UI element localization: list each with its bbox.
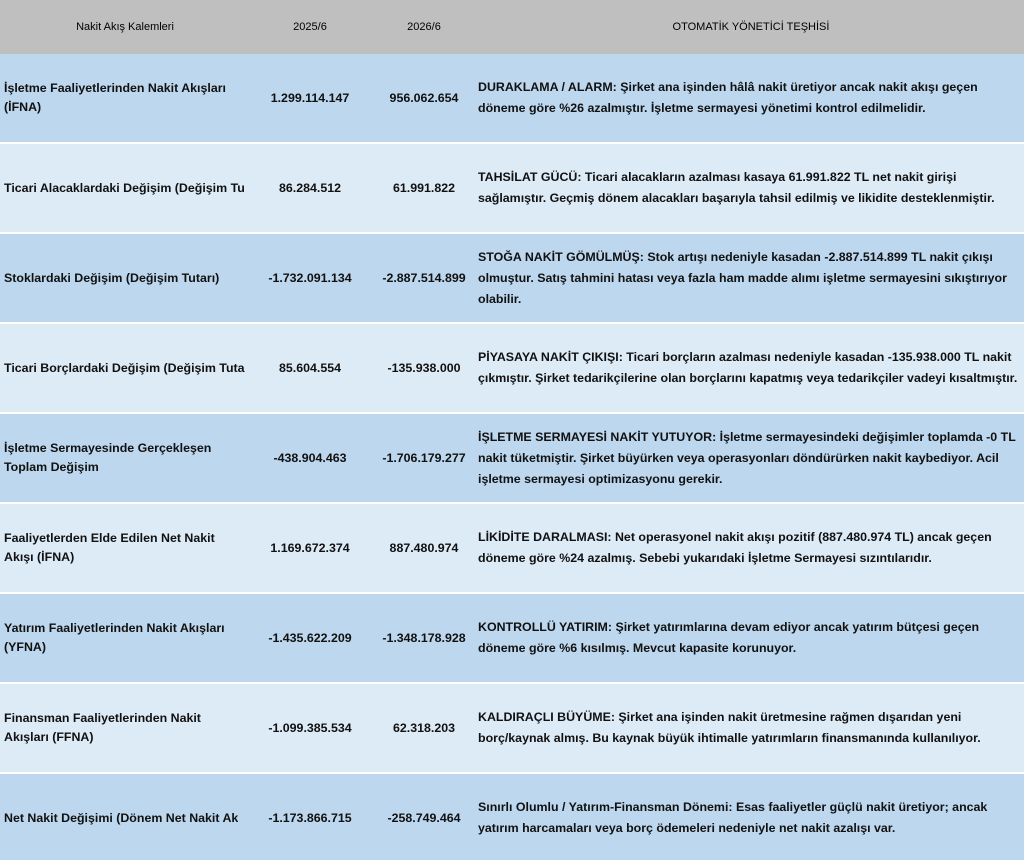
cell-value-2025[interactable]: [250, 774, 370, 861]
item-name-text: Net Nakit Değişimi (Dönem Net Nakit Ak: [4, 810, 239, 825]
value-text: -135.938.000: [387, 361, 461, 375]
value-text: 887.480.974: [389, 541, 459, 555]
value-text: 86.284.512: [278, 181, 341, 195]
diagnosis-text: Sınırlı Olumlu / Yatırım-Finansman Dönemi: Esas faaliyetler güçlü nakit üretiyor; ancak yatırım harcamaları veya borç ödemeleri nedeniyle net nakit azalışı var.: [478, 800, 988, 835]
cell-item-name[interactable]: [4, 324, 246, 412]
cell-value-2026[interactable]: [372, 144, 476, 232]
cell-item-name[interactable]: [4, 144, 246, 232]
cell-value-2025[interactable]: [250, 594, 370, 682]
cell-diagnosis[interactable]: [478, 324, 1022, 412]
cell-item-name[interactable]: [4, 414, 246, 502]
cell-value-2025[interactable]: [250, 54, 370, 142]
header-label: OTOMATİK YÖNETİCİ TEŞHİSİ: [672, 21, 830, 33]
value-text: -1.099.385.534: [268, 721, 352, 735]
table-row: [0, 144, 1024, 233]
table-row: [0, 234, 1024, 323]
diagnosis-text: LİKİDİTE DARALMASI: Net operasyonel nakit akışı pozitif (887.480.974 TL) ancak geçen döneme göre %24 azalmış. Sebebi yukarıdaki İşletme Sermayesi sızıntılarıdır.: [478, 530, 992, 565]
diagnosis-text: İŞLETME SERMAYESİ NAKİT YUTUYOR: İşletme sermayesindeki değişimler toplamda -0 TL nakit tüketmiştir. Şirket büyürken veya operasyonları döndürürken nakit kaybediyor. Acil işletme sermayesi optimizasyonu gerekir.: [478, 429, 1016, 486]
cell-diagnosis[interactable]: [478, 684, 1022, 772]
header-cell-2025[interactable]: [250, 0, 370, 54]
cell-value-2026[interactable]: [372, 414, 476, 502]
cell-value-2026[interactable]: [372, 774, 476, 861]
value-text: -1.435.622.209: [268, 631, 352, 645]
value-text: -1.173.866.715: [268, 811, 352, 825]
item-name-text: Stoklardaki Değişim (Değişim Tutarı): [4, 270, 220, 285]
table-row: [0, 684, 1024, 773]
cell-diagnosis[interactable]: [478, 504, 1022, 592]
value-text: -2.887.514.899: [382, 271, 466, 285]
cell-value-2026[interactable]: [372, 594, 476, 682]
cell-value-2025[interactable]: [250, 504, 370, 592]
cell-value-2025[interactable]: [250, 234, 370, 322]
table-row: [0, 504, 1024, 593]
cell-item-name[interactable]: [4, 684, 246, 772]
table-row: [0, 324, 1024, 413]
cell-item-name[interactable]: [4, 504, 246, 592]
value-text: -1.348.178.928: [382, 631, 466, 645]
value-text: -258.749.464: [387, 811, 461, 825]
table-row: [0, 594, 1024, 683]
cell-item-name[interactable]: [4, 234, 246, 322]
value-text: 1.299.114.147: [270, 91, 350, 105]
cell-value-2026[interactable]: [372, 684, 476, 772]
diagnosis-text: TAHSİLAT GÜCÜ: Ticari alacakların azalması kasaya 61.991.822 TL net nakit girişi sağlamıştır. Geçmiş dönem alacakları başarıyla tahsil edilmiş ve likidite desteklenmiştir.: [478, 170, 995, 205]
cell-diagnosis[interactable]: [478, 234, 1022, 322]
cell-value-2026[interactable]: [372, 324, 476, 412]
table-header: [0, 0, 1024, 54]
header-label: 2025/6: [293, 21, 327, 33]
table-row: [0, 774, 1024, 861]
header-cell-diagnosis[interactable]: [478, 0, 1024, 54]
cell-value-2026[interactable]: [372, 504, 476, 592]
value-text: -1.706.179.277: [382, 451, 466, 465]
item-name-text: Ticari Alacaklardaki Değişim (Değişim Tu: [4, 180, 245, 195]
value-text: 61.991.822: [392, 181, 455, 195]
cell-value-2026[interactable]: [372, 234, 476, 322]
cell-item-name[interactable]: [4, 774, 246, 861]
item-name-text: Ticari Borçlardaki Değişim (Değişim Tuta: [4, 360, 245, 375]
cell-diagnosis[interactable]: [478, 774, 1022, 861]
diagnosis-text: STOĞA NAKİT GÖMÜLMÜŞ: Stok artışı nedeniyle kasadan -2.887.514.899 TL nakit çıkışı olmuştur. Satış tahmini hatası veya fazla ham madde alımı işletme sermayesini sıkıştırıyor olabilir.: [478, 249, 1007, 306]
value-text: 85.604.554: [278, 361, 341, 375]
diagnosis-text: DURAKLAMA / ALARM: Şirket ana işinden hâlâ nakit üretiyor ancak nakit akışı geçen döneme göre %26 azalmıştır. İşletme sermayesi yönetimi kontrol edilmelidir.: [478, 80, 978, 115]
diagnosis-text: KALDIRAÇLI BÜYÜME: Şirket ana işinden nakit üretmesine rağmen dışarıdan yeni borç/kaynak almış. Bu kaynak büyük ihtimalle yatırımların finansmanında kullanılıyor.: [478, 710, 981, 745]
cell-value-2025[interactable]: [250, 324, 370, 412]
value-text: 62.318.203: [392, 721, 455, 735]
cell-diagnosis[interactable]: [478, 144, 1022, 232]
cell-value-2025[interactable]: [250, 684, 370, 772]
item-name-text: İşletme Sermayesinde Gerçekleşen Toplam Değişim: [4, 441, 212, 474]
item-name-text: Finansman Faaliyetlerinden Nakit Akışları (FFNA): [4, 711, 201, 744]
cell-value-2025[interactable]: [250, 414, 370, 502]
cell-diagnosis[interactable]: [478, 594, 1022, 682]
value-text: 1.169.672.374: [270, 541, 350, 555]
cell-diagnosis[interactable]: [478, 54, 1022, 142]
table-row: [0, 414, 1024, 503]
table-row: [0, 54, 1024, 143]
item-name-text: Faaliyetlerden Elde Edilen Net Nakit Akışı (İFNA): [4, 531, 215, 564]
cell-item-name[interactable]: [4, 594, 246, 682]
value-text: -1.732.091.134: [268, 271, 352, 285]
header-cell-2026[interactable]: [372, 0, 476, 54]
item-name-text: Yatırım Faaliyetlerinden Nakit Akışları (YFNA): [4, 621, 225, 654]
diagnosis-text: KONTROLLÜ YATIRIM: Şirket yatırımlarına devam ediyor ancak yatırım bütçesi geçen döneme göre %6 kısılmış. Mevcut kapasite korunuyor.: [478, 620, 980, 655]
value-text: -438.904.463: [273, 451, 347, 465]
diagnosis-text: PİYASAYA NAKİT ÇIKIŞI: Ticari borçların azalması nedeniyle kasadan -135.938.000 TL nakit çıkmıştır. Şirket tedarikçilerine olan borçlarını kapatmış veya tedarikçiler vadeyi kısaltmıştır.: [478, 350, 1018, 385]
item-name-text: İşletme Faaliyetlerinden Nakit Akışları (İFNA): [4, 81, 226, 114]
cell-item-name[interactable]: [4, 54, 246, 142]
cell-value-2026[interactable]: [372, 54, 476, 142]
header-label: Nakit Akış Kalemleri: [76, 21, 174, 33]
header-cell-item[interactable]: [0, 0, 250, 54]
cell-diagnosis[interactable]: [478, 414, 1022, 502]
header-label: 2026/6: [407, 21, 441, 33]
cell-value-2025[interactable]: [250, 144, 370, 232]
value-text: 956.062.654: [389, 91, 459, 105]
